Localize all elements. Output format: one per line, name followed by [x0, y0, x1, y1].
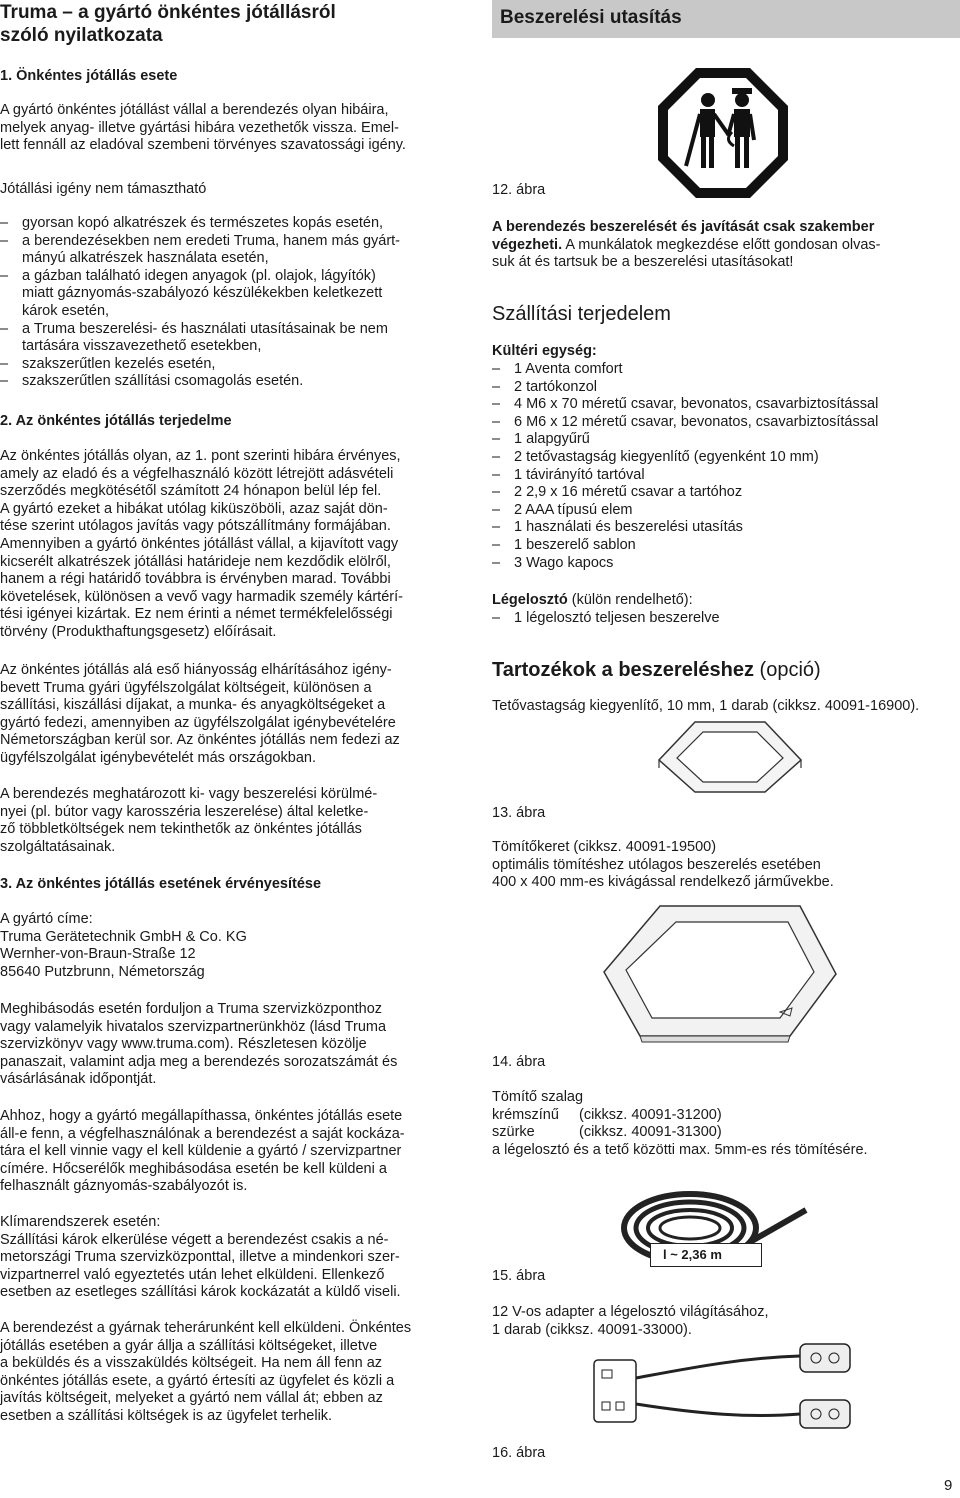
figure-14-sealing-frame — [600, 898, 840, 1043]
text-line: A gyártó önkéntes jótállást vállal a berendezés olyan hibáira, — [0, 102, 389, 118]
sealing-tape-text: Tömítő szalag krémszínű (cikksz. 40091-31200) szürke (cikksz. 40091-31300) a légelosztó és a tető közötti max. 5mm-es rés tömítésére. — [492, 1089, 868, 1158]
installer-warning-text: A berendezés beszerelését és javítását csak szakember végezheti. A munkálatok megkezdése előtt gondosan olvas- suk át és tartsuk be a beszerelési utasításokat! — [492, 219, 881, 271]
sealing-frame-text: Tömítőkeret (cikksz. 40091-19500) optimális tömítéshez utólagos beszerelés esetében 400 x 400 mm-es kivágással rendelkező járművekbe. — [492, 839, 834, 891]
list-item: – 2 tetővastagság kiegyenlítő (egyenként 10 mm) — [492, 449, 960, 467]
list-item: – 2 tartókonzol — [492, 379, 960, 397]
list-item: – 1 beszerelő sablon — [492, 537, 960, 555]
tape-length-label: l ~ 2,36 m — [663, 1247, 722, 1262]
section-2-heading: 2. Az önkéntes jótállás terjedelme — [0, 413, 232, 429]
section-1-heading: 1. Önkéntes jótállás esete — [0, 68, 178, 84]
figure-14-caption: 14. ábra — [492, 1054, 546, 1070]
list-item: – gyorsan kopó alkatrészek és természetes kopás esetén, — [0, 215, 470, 233]
list-item: – a Truma beszerelési- és használati utasításainak be nem tartására visszavezethető esetekben, — [0, 321, 470, 356]
adapter-text: 12 V-os adapter a légelosztó világításához, 1 darab (cikksz. 40091-33000). — [492, 1304, 769, 1338]
section-header-box — [492, 0, 960, 38]
text-line: lett fennáll az eladóval szembeni törvényes szavatossági igény. — [0, 137, 406, 154]
list-item: – 1 légelosztó teljesen beszerelve — [492, 610, 960, 628]
list-item: – 1 használati és beszerelési utasítás — [492, 519, 960, 537]
figure-13-caption: 13. ábra — [492, 805, 546, 821]
delivery-scope-heading: Szállítási terjedelem — [492, 303, 671, 325]
section-2-paragraph-3: A berendezés meghatározott ki- vagy beszerelési körülmé- nyei (pl. bútor vagy karosszéria leszerelése) által keletke- ző többletköltségek nem tekinthetők az önkéntes jótállás szolgáltatásainak. — [0, 786, 378, 855]
list-item: – 2 2,9 x 16 méretű csavar a tartóhoz — [492, 484, 960, 502]
list-item: – szakszerűtlen kezelés esetén, — [0, 356, 470, 374]
manufacturer-address: A gyártó címe: Truma Gerätetechnik GmbH & Co. KG Wernher-von-Braun-Straße 12 85640 Putzbrunn, Németország — [0, 911, 247, 980]
no-claim-label: Jótállási igény nem támasztható — [0, 181, 207, 197]
list-item: – 1 távirányító tartóval — [492, 467, 960, 485]
figure-16-12v-adapter — [590, 1338, 860, 1438]
outdoor-unit-list — [492, 361, 960, 572]
section-2-paragraph-2: Az önkéntes jótállás alá eső hiányosság elhárításához igény- bevett Truma gyári ügyfélszolgálat költségeit, különösen a szállítási, kiszállási díjakat, a munka- és anyagköltségeket a gyártó fedezi, amennyiben az ügyfélszolgálat igénybevételére Németországban kerül sor. Az önkéntes jótállás nem fedezi az ügyfélszolgálat igénybevételét más országokban. — [0, 662, 400, 766]
list-item: – 1 alapgyűrű — [492, 431, 960, 449]
roof-thickness-compensator-text: Tetővastagság kiegyenlítő, 10 mm, 1 darab (cikksz. 40091-16900). — [492, 698, 920, 714]
document-title — [0, 2, 470, 47]
section-3-heading: 3. Az önkéntes jótállás esetének érvényesítése — [0, 876, 322, 892]
list-item: – 4 M6 x 70 méretű csavar, bevonatos, csavarbiztosítással — [492, 396, 960, 414]
list-item: – 1 Aventa comfort — [492, 361, 960, 379]
section-1-paragraph — [0, 102, 470, 155]
figure-15-caption: 15. ábra — [492, 1268, 546, 1284]
figure-16-caption: 16. ábra — [492, 1445, 546, 1461]
section-3-paragraph-4: A berendezést a gyárnak teherárunként kell elküldeni. Önkéntes jótállás esetében a gyár állja a szállítási költségeket, illetve a beküldés és a visszaküldés költségeit. Ha nem áll fenn az önkéntes jótállás esete, a gyártó értesíti az ügyfelet és közli a javítás költségeit, melyeket a gyártó nem vállal át; ebben az esetben a szállítási költségek is az ügyfelet terhelik. — [0, 1320, 412, 1424]
title-line-1: Truma – a gyártó önkéntes jótállásról — [0, 2, 336, 23]
accessories-heading: Tartozékok a beszereléshez (opció) — [492, 659, 821, 681]
text-line: melyek anyag- illetve gyártási hibára vezethetők vissza. Emel- — [0, 119, 399, 136]
list-item: – a berendezésekben nem eredeti Truma, hanem más gyárt- mányú alkatrészek használata esetén, — [0, 233, 470, 268]
section-3-paragraph-2: Ahhoz, hogy a gyártó megállapíthassa, önkéntes jótállás esete áll-e fenn, a végfelhasználónak a berendezést a saját kockáza- tára el kell vinnie vagy el kell küldenie a gyártó / szervizpartner címére. Hőcserélők meghibásodása esetén be kell küldeni a felhasznált gáznyomás-szabályozót is. — [0, 1108, 405, 1195]
title-line-2: szóló nyilatkozata — [0, 24, 163, 46]
air-distributor-list — [492, 610, 960, 628]
list-item: – 6 M6 x 12 méretű csavar, bevonatos, csavarbiztosítással — [492, 414, 960, 432]
list-item: – a gázban található idegen anyagok (pl. olajok, lágyítók) miatt gáznyomás-szabályozó készülékekben keletkezett károk esetén, — [0, 268, 470, 321]
tape-length-label-box — [650, 1243, 762, 1267]
section-3-paragraph-1: Meghibásodás esetén forduljon a Truma szervizközponthoz vagy valamelyik hivatalos szervizpartnerünkhöz (lásd Truma szervizkönyv vagy www.truma.com). Részletesen közölje panaszait, valamint adja meg a berendezés sorozatszámát és vásárlásának időpontját. — [0, 1001, 398, 1088]
outdoor-unit-heading: Kültéri egység: — [492, 343, 597, 359]
figure-12-caption: 12. ábra — [492, 182, 546, 198]
exclusion-list — [0, 215, 470, 391]
figure-13-shim-frame — [655, 716, 805, 796]
list-item: – 2 AAA típusú elem — [492, 502, 960, 520]
page-number: 9 — [944, 1477, 953, 1494]
list-item: – 3 Wago kapocs — [492, 555, 960, 573]
list-item: – szakszerűtlen szállítási csomagolás esetén. — [0, 373, 470, 391]
section-label: Beszerelési utasítás — [500, 7, 682, 28]
installer-warning-pictogram — [656, 66, 790, 200]
air-distributor-heading: Légelosztó (külön rendelhető): — [492, 592, 693, 608]
section-2-paragraph-1: Az önkéntes jótállás olyan, az 1. pont szerinti hibára érvényes, amely az eladó és a végfelhasználó között létrejött adásvételi szerződés megkötésétől számított 24 hónapon belül lép fel. A gyártó ezeket a hibákat utólag kiküszöböli, azaz saját dön- tése szerint utólagos javítás vagy pótszállítmány formájában. Amennyiben a gyártó önkéntes jótállást vállal, a kijavított vagy kicserélt alkatrészek jótállási határideje nem kezdődik elölről, hanem a régi határidő továbbra is érvényben marad. További követelések, különösen a vevő vagy harmadik személy kártérí- tési igényei kizártak. Ez nem érinti a német termékfelelősségi törvény (Produkthaftungsgesetz) előírásait. — [0, 448, 403, 640]
section-3-paragraph-3: Klímarendszerek esetén: Szállítási károk elkerülése végett a berendezést csakis a né- metországi Truma szervizközponttal, illetve a mindenkori szer- vizpartnerrel való egyeztetés után lehet elküldeni. Ellenkező esetben az esetleges szállítási károk kockázatát a küldő viseli. — [0, 1214, 401, 1301]
